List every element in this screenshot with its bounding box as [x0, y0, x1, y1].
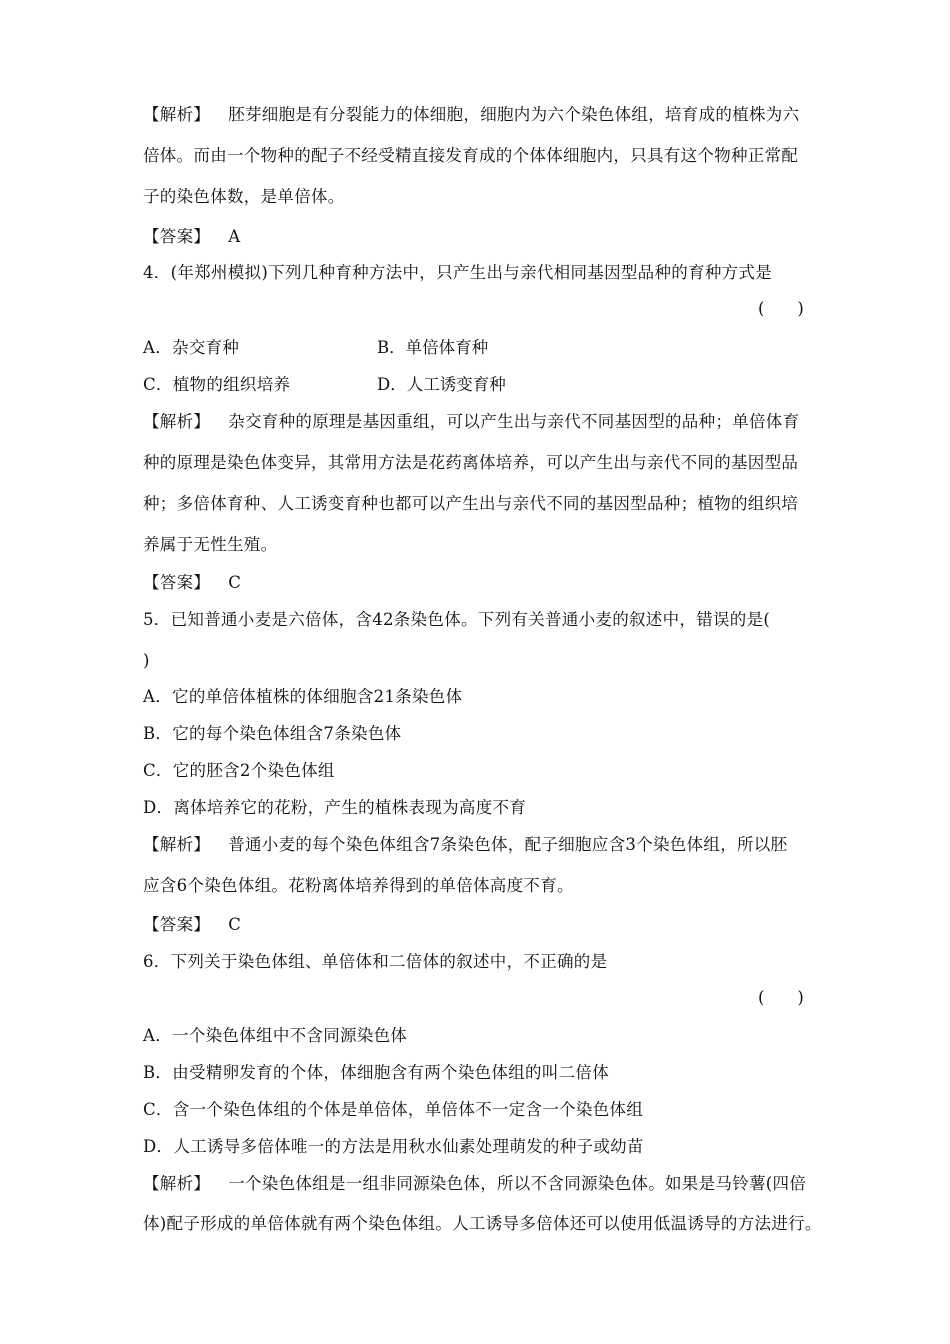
q5-answer-tag: 【答案】: [143, 915, 211, 934]
q3-analysis-line-3: 子的染色体数，是单倍体。: [143, 187, 345, 206]
q4-stem: 4．(年郑州模拟)下列几种育种方法中，只产生出与亲代相同基因型品种的育种方式是: [143, 263, 773, 282]
q6-option-b: B．由受精卵发育的个体，体细胞含有两个染色体组的叫二倍体: [143, 1063, 610, 1082]
q6-option-a: A．一个染色体组中不含同源染色体: [143, 1026, 408, 1045]
q5-option-b: B．它的每个染色体组含7条染色体: [143, 724, 402, 743]
q5-analysis-line-2: 应含6个染色体组。花粉离体培养得到的单倍体高度不育。: [143, 876, 574, 895]
q4-analysis-tag: 【解析】: [143, 412, 211, 431]
q6-analysis-tag: 【解析】: [143, 1174, 211, 1193]
q6-analysis-line-1: 【解析】 一个染色体组是一组非同源染色体，所以不含同源染色体。如果是马铃薯(四倍: [143, 1174, 807, 1193]
q5-answer-value: C: [228, 915, 242, 934]
q5-option-c: C．它的胚含2个染色体组: [143, 761, 335, 780]
q3-answer: [143, 226, 240, 248]
q6-option-c: C．含一个染色体组的个体是单倍体，单倍体不一定含一个染色体组: [143, 1100, 644, 1119]
q5-stem-line-2: ): [143, 651, 150, 670]
q4-option-d: D．人工诱变育种: [377, 375, 506, 394]
q4-analysis-line-4: 养属于无性生殖。: [143, 535, 278, 554]
q4-analysis-line-3: 种；多倍体育种、人工诱变育种也都可以产生出与亲代不同的基因型品种；植物的组织培: [143, 494, 799, 513]
q3-answer-value: A: [228, 227, 241, 246]
q5-analysis-line-1: 【解析】 普通小麦的每个染色体组含7条染色体，配子细胞应含3个染色体组，所以胚: [143, 835, 788, 854]
q4-answer-paren: ( ): [758, 299, 804, 318]
q6-analysis-line-2: 体)配子形成的单倍体就有两个染色体组。人工诱导多倍体还可以使用低温诱导的方法进行。: [143, 1214, 822, 1233]
q4-option-b: B．单倍体育种: [377, 338, 489, 357]
q3-analysis-line-2: 倍体。而由一个物种的配子不经受精直接发育成的个体体细胞内，只具有这个物种正常配: [143, 146, 799, 165]
q4-answer: [143, 572, 241, 594]
q4-option-a: A．杂交育种: [143, 338, 240, 357]
q6-stem: 6．下列关于染色体组、单倍体和二倍体的叙述中，不正确的是: [143, 952, 608, 971]
q5-answer: [143, 914, 241, 936]
q4-analysis-line-1: 【解析】 杂交育种的原理是基因重组，可以产生出与亲代不同基因型的品种；单倍体育: [143, 412, 800, 431]
q3-analysis-line-1: 【解析】 胚芽细胞是有分裂能力的体细胞，细胞内为六个染色体组，培育成的植株为六: [143, 105, 800, 124]
q4-analysis-line-2: 种的原理是染色体变异，其常用方法是花药离体培养，可以产生出与亲代不同的基因型品: [143, 453, 799, 472]
q6-option-d: D．人工诱导多倍体唯一的方法是用秋水仙素处理萌发的种子或幼苗: [143, 1137, 644, 1156]
q4-answer-tag: 【答案】: [143, 573, 211, 592]
q5-analysis-tag: 【解析】: [143, 835, 211, 854]
q5-option-d: D．离体培养它的花粉，产生的植株表现为高度不育: [143, 798, 527, 817]
q3-analysis-tag: 【解析】: [143, 105, 211, 124]
q4-option-c: C．植物的组织培养: [143, 375, 291, 394]
q6-answer-paren: ( ): [758, 988, 804, 1007]
q5-stem-line-1: 5．已知普通小麦是六倍体，含42条染色体。下列有关普通小麦的叙述中，错误的是(: [143, 610, 771, 629]
q4-answer-value: C: [228, 573, 242, 592]
q5-option-a: A．它的单倍体植株的体细胞含21条染色体: [143, 687, 463, 706]
q3-answer-tag: 【答案】: [143, 227, 211, 246]
